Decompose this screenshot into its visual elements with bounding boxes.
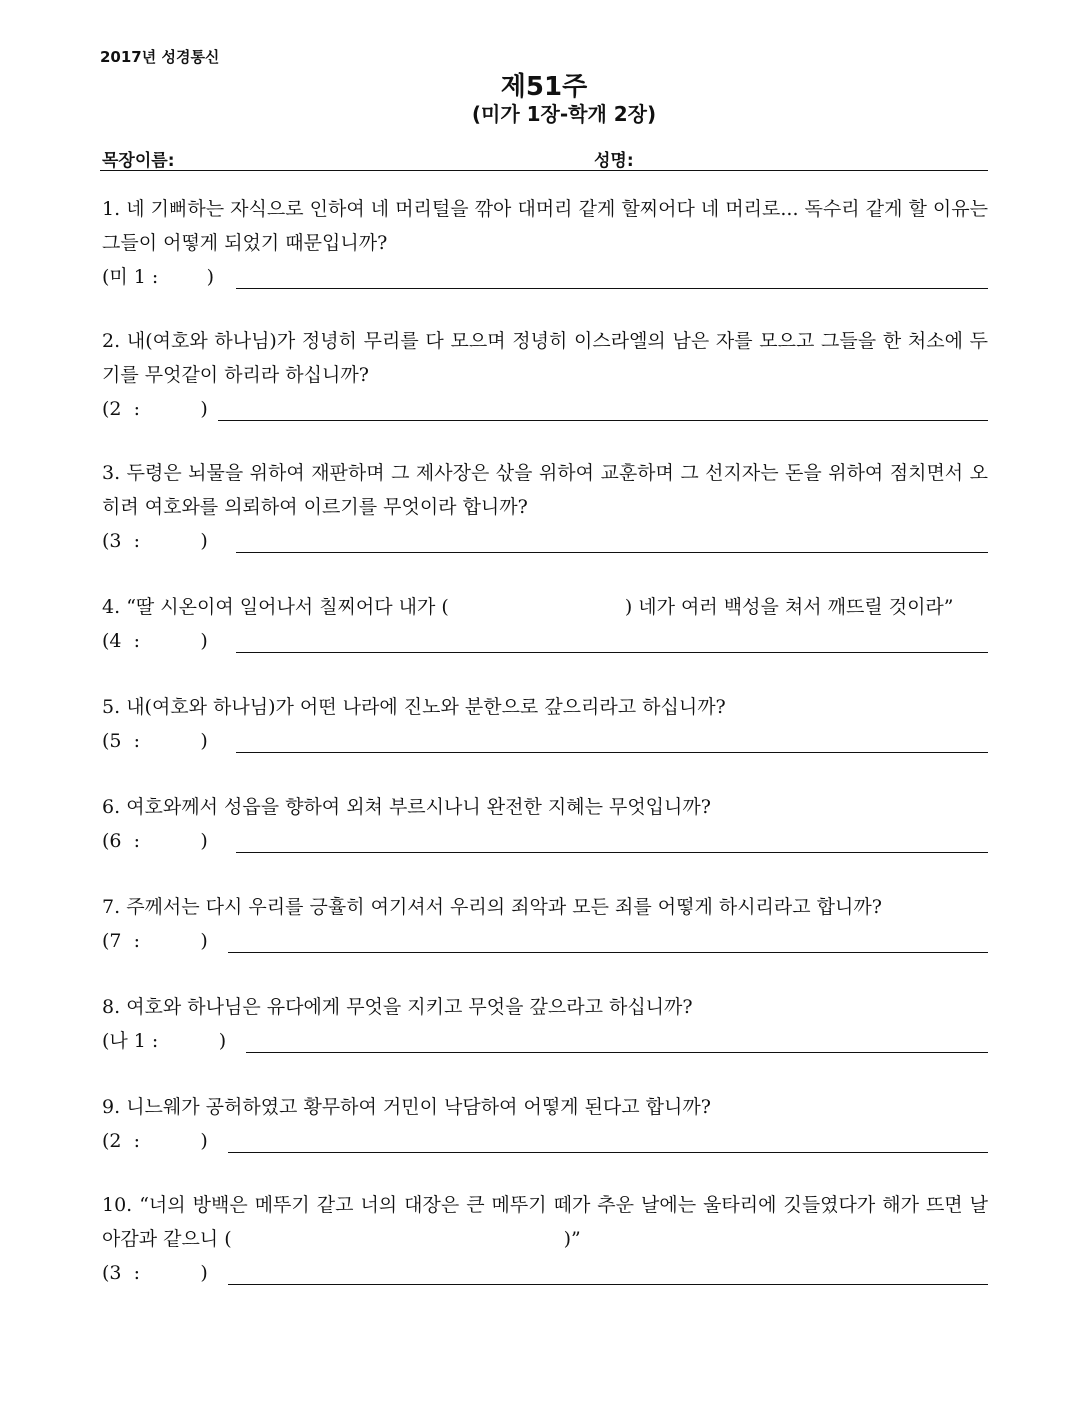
verse-reference: (미 1 : ) <box>102 266 215 288</box>
question-number: 2. <box>102 330 121 352</box>
question-6 <box>102 790 988 858</box>
question-text <box>102 890 988 924</box>
question-body: 두령은 뇌물을 위하여 재판하며 그 제사장은 삯을 위하여 교훈하며 그 선지자는 돈을 위하여 점치면서 오히려 여호와를 의뢰하여 이르기를 무엇이라 합니까? <box>102 462 988 518</box>
question-10 <box>102 1188 988 1290</box>
question-text <box>102 1090 988 1124</box>
question-text <box>102 790 988 824</box>
answer-line[interactable] <box>236 852 988 853</box>
question-number: 3. <box>102 462 121 484</box>
verse-reference: (3 : ) <box>102 530 208 552</box>
verse-reference: (2 : ) <box>102 1130 208 1152</box>
group-name-label: 목장이름: <box>102 151 175 171</box>
answer-line[interactable] <box>236 752 988 753</box>
answer-row <box>102 724 988 758</box>
question-body: 주께서는 다시 우리를 긍휼히 여기셔서 우리의 죄악과 모든 죄를 어떻게 하시리라고 합니까? <box>126 896 882 918</box>
answer-row <box>102 824 988 858</box>
answer-row <box>102 624 988 658</box>
answer-line[interactable] <box>228 1152 988 1153</box>
question-number: 7. <box>102 896 121 918</box>
verse-reference: (3 : ) <box>102 1262 208 1284</box>
question-text <box>102 324 988 392</box>
question-body: 니느웨가 공허하였고 황무하여 거민이 낙담하여 어떻게 된다고 합니까? <box>126 1096 711 1118</box>
question-4 <box>102 590 988 658</box>
question-5 <box>102 690 988 758</box>
question-2 <box>102 324 988 426</box>
question-number: 10. <box>102 1194 133 1216</box>
answer-row <box>102 392 988 426</box>
question-number: 5. <box>102 696 121 718</box>
question-number: 4. <box>102 596 121 618</box>
question-number: 8. <box>102 996 121 1018</box>
page-title: 제51주 <box>500 72 588 102</box>
answer-row <box>102 524 988 558</box>
answer-line[interactable] <box>218 420 988 421</box>
question-7 <box>102 890 988 958</box>
verse-reference: (2 : ) <box>102 398 208 420</box>
question-text <box>102 456 988 524</box>
question-body: 여호와 하나님은 유다에게 무엇을 지키고 무엇을 갚으라고 하십니까? <box>126 996 693 1018</box>
question-text <box>102 690 988 724</box>
answer-line[interactable] <box>228 1284 988 1285</box>
question-body: 내(여호와 하나님)가 정녕히 무리를 다 모으며 정녕히 이스라엘의 남은 자를 모으고 그들을 한 처소에 두기를 무엇같이 하리라 하십니까? <box>102 330 988 386</box>
question-text <box>102 192 988 260</box>
answer-row <box>102 924 988 958</box>
answer-line[interactable] <box>236 652 988 653</box>
question-text <box>102 590 988 624</box>
question-8 <box>102 990 988 1058</box>
question-body-before: “너의 방백은 메뚜기 같고 너의 대장은 큰 메뚜기 떼가 추운 날에는 울타리에 깃들였다가 해가 뜨면 날아감과 같으니 ( <box>102 1194 988 1250</box>
answer-row <box>102 1024 988 1058</box>
verse-reference: (4 : ) <box>102 630 208 652</box>
question-9 <box>102 1090 988 1158</box>
question-body: 여호와께서 성읍을 향하여 외쳐 부르시나니 완전한 지혜는 무엇입니까? <box>126 796 711 818</box>
answer-line[interactable] <box>228 952 988 953</box>
question-number: 6. <box>102 796 121 818</box>
worksheet-header-label: 2017년 성경통신 <box>100 48 220 66</box>
question-body-before: “딸 시온이여 일어나서 칠찌어다 내가 ( <box>126 596 449 618</box>
answer-line[interactable] <box>246 1052 988 1053</box>
question-body: 내(여호와 하나님)가 어떤 나라에 진노와 분한으로 갚으리라고 하십니까? <box>126 696 726 718</box>
question-text <box>102 990 988 1024</box>
answer-row <box>102 1256 988 1290</box>
question-body-after: )” <box>563 1228 581 1250</box>
question-body-after: ) 네가 여러 백성을 쳐서 깨뜨릴 것이라” <box>624 596 954 618</box>
person-name-label: 성명: <box>594 151 634 171</box>
verse-reference: (5 : ) <box>102 730 208 752</box>
answer-row <box>102 260 988 294</box>
answer-row <box>102 1124 988 1158</box>
verse-reference: (7 : ) <box>102 930 208 952</box>
verse-reference: (나 1 : ) <box>102 1030 227 1052</box>
info-row <box>100 146 988 171</box>
question-number: 9. <box>102 1096 121 1118</box>
verse-reference: (6 : ) <box>102 830 208 852</box>
question-text <box>102 1188 988 1256</box>
question-number: 1. <box>102 198 121 220</box>
question-3 <box>102 456 988 558</box>
question-body: 네 기뻐하는 자식으로 인하여 네 머리털을 깎아 대머리 같게 할찌어다 네 머리로... 독수리 같게 할 이유는 그들이 어떻게 되었기 때문입니까? <box>102 198 988 254</box>
question-1 <box>102 192 988 294</box>
page-subtitle: (미가 1장-학개 2장) <box>471 102 657 126</box>
answer-line[interactable] <box>236 552 988 553</box>
answer-line[interactable] <box>236 288 988 289</box>
